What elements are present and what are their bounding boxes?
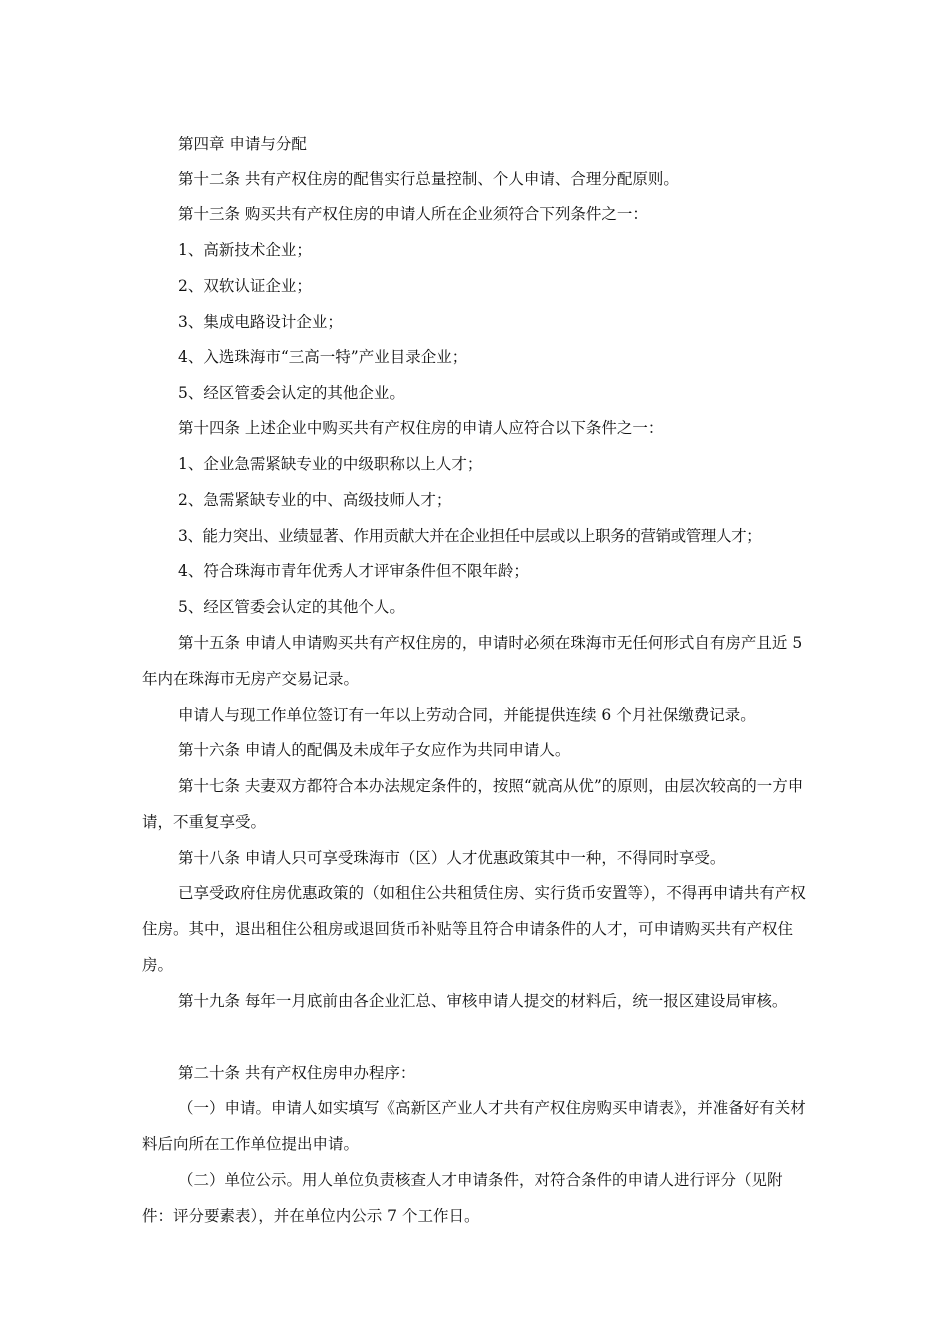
- article-13: 第十三条 购买共有产权住房的申请人所在企业须符合下列条件之一：: [178, 205, 648, 223]
- list-item: 3、集成电路设计企业；: [178, 313, 343, 331]
- article-17: 第十七条 夫妻双方都符合本办法规定条件的，按照“就高从优”的原则，由层次较高的一方申请，不重复享受。: [142, 777, 804, 831]
- article-19: 第十九条 每年一月底前由各企业汇总、审核申请人提交的材料后，统一报区建设局审核。: [178, 992, 788, 1010]
- article-14: 第十四条 上述企业中购买共有产权住房的申请人应符合以下条件之一：: [178, 419, 664, 437]
- list-item: 4、入选珠海市“三高一特”产业目录企业；: [178, 348, 468, 366]
- article-20: 第二十条 共有产权住房申办程序：: [178, 1064, 416, 1082]
- article-18-continued: 已享受政府住房优惠政策的（如租住公共租赁住房、实行货币安置等），不得再申请共有产权住房。其中，退出租住公租房或退回货币补贴等且符合申请条件的人才，可申请购买共有产权住房。: [142, 884, 806, 974]
- list-item: 5、经区管委会认定的其他个人。: [178, 598, 405, 616]
- list-item: 2、双软认证企业；: [178, 277, 312, 295]
- article-16: 第十六条 申请人的配偶及未成年子女应作为共同申请人。: [178, 741, 571, 759]
- list-item: 5、经区管委会认定的其他企业。: [178, 384, 405, 402]
- list-item: 1、企业急需紧缺专业的中级职称以上人才；: [178, 455, 483, 473]
- list-item: 2、急需紧缺专业的中、高级技师人才；: [178, 491, 452, 509]
- list-item: 4、符合珠海市青年优秀人才评审条件但不限年龄；: [178, 562, 529, 580]
- chapter-heading: 第四章 申请与分配: [178, 135, 307, 153]
- article-12: 第十二条 共有产权住房的配售实行总量控制、个人申请、合理分配原则。: [178, 170, 679, 188]
- procedure-step-2: （二）单位公示。用人单位负责核查人才申请条件，对符合条件的申请人进行评分（见附件：评分要素表），并在单位内公示 7 个工作日。: [142, 1171, 783, 1225]
- article-18: 第十八条 申请人只可享受珠海市（区）人才优惠政策其中一种，不得同时享受。: [178, 849, 726, 867]
- procedure-step-1: （一）申请。申请人如实填写《高新区产业人才共有产权住房购买申请表》，并准备好有关材料后向所在工作单位提出申请。: [142, 1099, 806, 1153]
- article-15-continued: 申请人与现工作单位签订有一年以上劳动合同，并能提供连续 6 个月社保缴费记录。: [178, 706, 756, 724]
- list-item: 3、能力突出、业绩显著、作用贡献大并在企业担任中层或以上职务的营销或管理人才；: [178, 527, 762, 545]
- list-item: 1、高新技术企业；: [178, 241, 312, 259]
- article-15: 第十五条 申请人申请购买共有产权住房的，申请时必须在珠海市无任何形式自有房产且近 5 年内在珠海市无房产交易记录。: [142, 634, 803, 688]
